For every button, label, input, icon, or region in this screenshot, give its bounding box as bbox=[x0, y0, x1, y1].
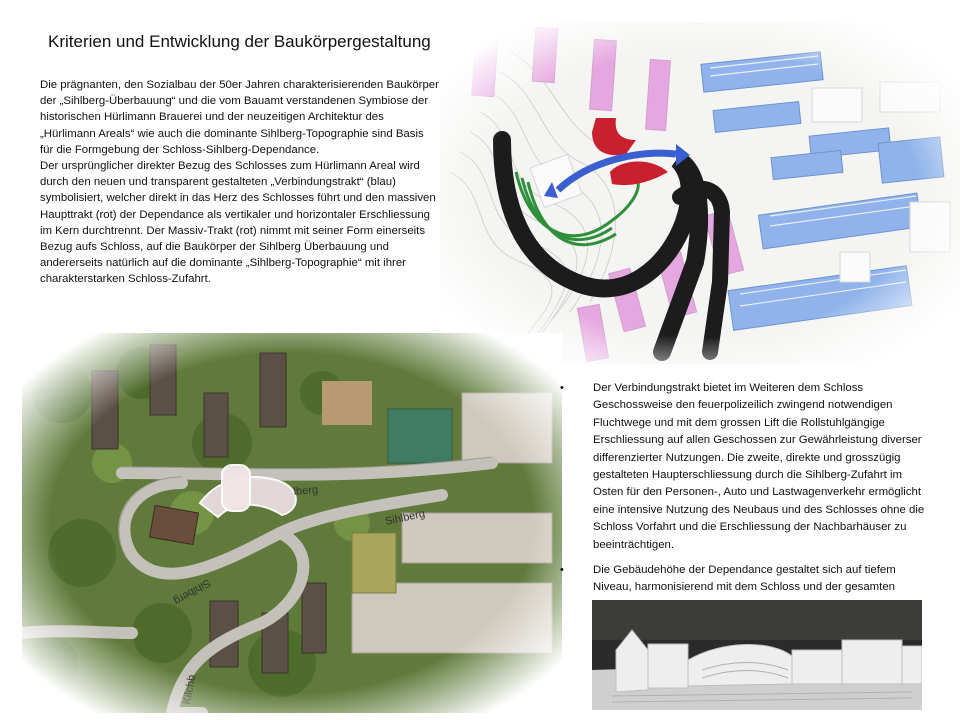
model-photo bbox=[592, 600, 922, 710]
intro-paragraph-2: Der ursprünglicher direkter Bezug des Schlosses zum Hürlimann Areal wird durch den neuen und transparent gestalteten „Verbindungstrakt“ (blau) symbolisiert, welcher direkt in das Herz des Schlosses führt und den massiven Haupttrakt (rot) der Dependance als vertikaler und horizontaler Erschliessung im Kern durchtrennt. Der Massiv-Trakt (rot) nimmt mit seiner Form einerseits Bezug aufs Schloss, auf die Baukörper der Sihlberg Überbauung und andererseits natürlich auf die dominante „Sihlberg-Topographie“ mit ihrer charakterstarken Schloss-Zufahrt. bbox=[40, 160, 436, 286]
bullet-list bbox=[560, 380, 932, 622]
photo-trees bbox=[592, 600, 922, 640]
aerial-photo bbox=[22, 333, 562, 713]
intro-paragraph-1: Die prägnanten, den Sozialbau der 50er Jahren charakterisierenden Baukörper der „Sihlberg-Überbauung“ und die vom Bauamt verstandenen Symbiose der historischen Hürlimann Brauerei und der neuzeitigen Architektur des „Hürlimann Areals“ wie auch die dominante Sihlberg-Topographie sind Basis für die Formgebung der Schloss-Sihlberg-Dependance. bbox=[40, 79, 439, 156]
bullet-text-1: Der Verbindungstrakt bietet im Weiteren dem Schloss Geschossweise den feuerpolizeilich zwingend notwendigen Fluchtwege und mit dem grossen Lift die Rollstuhlgängige Erschliessung auf allen Geschossen zur Gewährleistung diverser differenzierter Nutzungen. Die zweite, direkte und grosszügig gestalteten Haupterschliessung durch die Sihlberg-Zufahrt im Osten für den Personen-, Auto und Lastwagenverkehr ermöglicht eine intensive Nutzung des Neubaus und des Schlosses ohne die Schloss Vorfahrt und die Erschliessung der Nachbarhäuser zu beeinträchtigen. bbox=[593, 382, 925, 551]
site-model-diagram bbox=[440, 22, 960, 364]
bullet-item-1 bbox=[560, 380, 932, 554]
bullet-dot-2: • bbox=[560, 564, 564, 577]
page-title: Kriterien und Entwicklung der Baukörpergestaltung bbox=[48, 32, 431, 51]
model-fade bbox=[440, 22, 960, 364]
bullet-text-2: Die Gebäudehöhe der Dependance gestaltet sich auf tiefem Niveau, harmonisierend mit dem Schloss und der gesamten bbox=[593, 564, 896, 594]
aerial-fade bbox=[22, 333, 562, 713]
bullet-dot-1: • bbox=[560, 382, 564, 394]
intro-text bbox=[40, 77, 440, 288]
